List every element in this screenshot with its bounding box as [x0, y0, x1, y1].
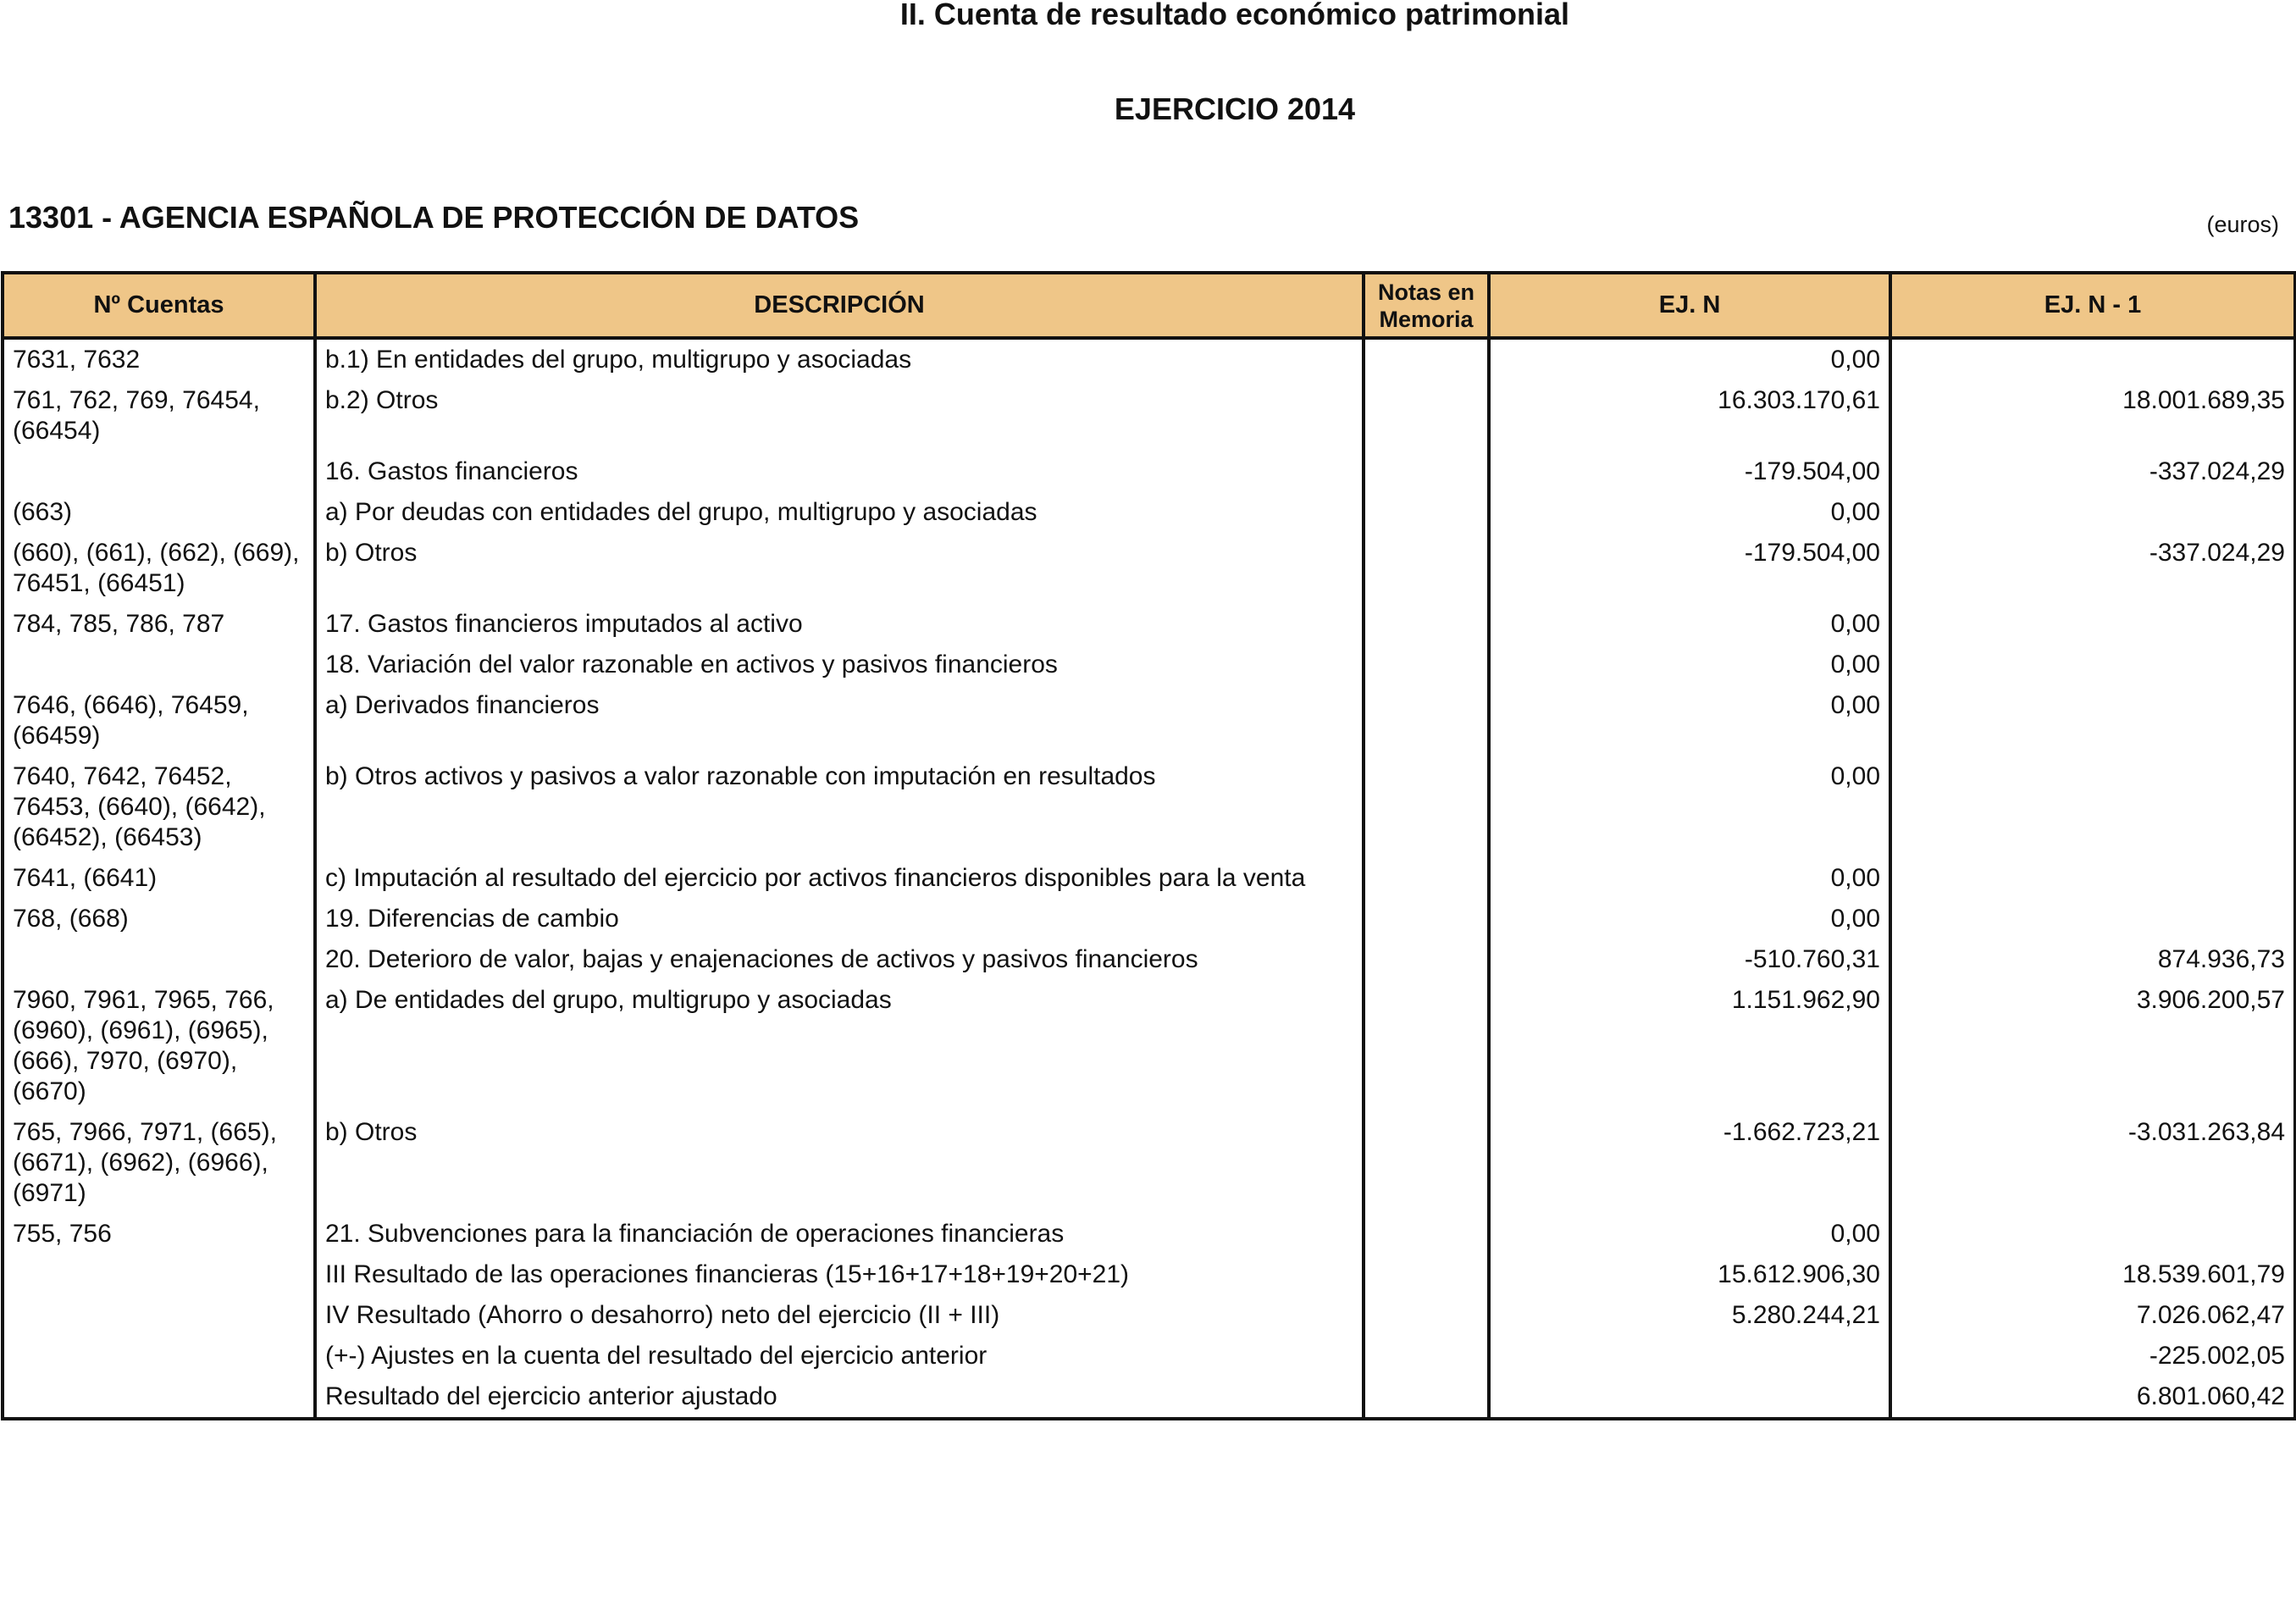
notes-cell: [1364, 1112, 1489, 1214]
notes-cell: [1364, 899, 1489, 939]
current-year-amount: 1.151.962,90: [1489, 980, 1890, 1112]
table-row: [3, 1376, 2295, 1419]
previous-year-amount: [1890, 858, 2295, 899]
description-cell: Resultado del ejercicio anterior ajustado: [315, 1376, 1364, 1419]
table-row: [3, 756, 2295, 858]
previous-year-amount: [1890, 1214, 2295, 1254]
description-cell: b) Otros: [315, 533, 1364, 604]
table-row: [3, 380, 2295, 451]
table-row: [3, 980, 2295, 1112]
accounts-cell: 761, 762, 769, 76454, (66454): [3, 380, 315, 451]
description-cell: 17. Gastos financieros imputados al activo: [315, 604, 1364, 645]
notes-cell: [1364, 604, 1489, 645]
notes-cell: [1364, 533, 1489, 604]
current-year-amount: 15.612.906,30: [1489, 1254, 1890, 1295]
table-header-row: [3, 273, 2295, 338]
current-year-amount: 0,00: [1489, 338, 1890, 380]
previous-year-amount: -3.031.263,84: [1890, 1112, 2295, 1214]
table-row: [3, 1112, 2295, 1214]
income-statement-table: [1, 271, 2296, 1420]
accounts-cell: 7641, (6641): [3, 858, 315, 899]
notes-cell: [1364, 338, 1489, 380]
previous-year-amount: -337.024,29: [1890, 533, 2295, 604]
current-year-amount: -510.760,31: [1489, 939, 1890, 980]
accounts-cell: 7646, (6646), 76459, (66459): [3, 685, 315, 756]
accounts-cell: (663): [3, 492, 315, 533]
description-cell: 16. Gastos financieros: [315, 451, 1364, 492]
description-cell: b.1) En entidades del grupo, multigrupo y asociadas: [315, 338, 1364, 380]
notes-cell: [1364, 451, 1489, 492]
description-cell: IV Resultado (Ahorro o desahorro) neto del ejercicio (II + III): [315, 1295, 1364, 1336]
current-year-amount: 0,00: [1489, 645, 1890, 685]
table-row: [3, 533, 2295, 604]
table-row: [3, 645, 2295, 685]
current-year-amount: 0,00: [1489, 492, 1890, 533]
accounts-cell: (660), (661), (662), (669), 76451, (66451): [3, 533, 315, 604]
current-year-amount: -179.504,00: [1489, 451, 1890, 492]
description-cell: 20. Deterioro de valor, bajas y enajenaciones de activos y pasivos financieros: [315, 939, 1364, 980]
description-cell: 18. Variación del valor razonable en activos y pasivos financieros: [315, 645, 1364, 685]
notes-cell: [1364, 1254, 1489, 1295]
description-cell: a) De entidades del grupo, multigrupo y asociadas: [315, 980, 1364, 1112]
previous-year-amount: [1890, 685, 2295, 756]
current-year-amount: 5.280.244,21: [1489, 1295, 1890, 1336]
col-header-accounts: Nº Cuentas: [3, 273, 315, 338]
table-row: [3, 604, 2295, 645]
previous-year-amount: 3.906.200,57: [1890, 980, 2295, 1112]
table-row: [3, 1214, 2295, 1254]
description-cell: a) Por deudas con entidades del grupo, multigrupo y asociadas: [315, 492, 1364, 533]
previous-year-amount: 6.801.060,42: [1890, 1376, 2295, 1419]
accounts-cell: 7640, 7642, 76452, 76453, (6640), (6642), (66452), (66453): [3, 756, 315, 858]
previous-year-amount: 18.539.601,79: [1890, 1254, 2295, 1295]
notes-cell: [1364, 1295, 1489, 1336]
notes-cell: [1364, 645, 1489, 685]
accounts-cell: [3, 1295, 315, 1336]
table-body: [3, 338, 2295, 1419]
accounts-cell: 784, 785, 786, 787: [3, 604, 315, 645]
table-row: [3, 858, 2295, 899]
current-year-amount: 0,00: [1489, 685, 1890, 756]
accounts-cell: 7631, 7632: [3, 338, 315, 380]
accounts-cell: [3, 645, 315, 685]
previous-year-amount: 18.001.689,35: [1890, 380, 2295, 451]
table-row: [3, 899, 2295, 939]
previous-year-amount: [1890, 756, 2295, 858]
current-year-amount: 0,00: [1489, 899, 1890, 939]
current-year-amount: -179.504,00: [1489, 533, 1890, 604]
current-year-amount: [1489, 1376, 1890, 1419]
col-header-description: DESCRIPCIÓN: [315, 273, 1364, 338]
previous-year-amount: [1890, 492, 2295, 533]
previous-year-amount: 874.936,73: [1890, 939, 2295, 980]
table-row: [3, 451, 2295, 492]
table-row: [3, 338, 2295, 380]
accounts-cell: [3, 451, 315, 492]
previous-year-amount: -337.024,29: [1890, 451, 2295, 492]
notes-cell: [1364, 939, 1489, 980]
accounts-cell: [3, 1376, 315, 1419]
notes-cell: [1364, 685, 1489, 756]
description-cell: b) Otros activos y pasivos a valor razonable con imputación en resultados: [315, 756, 1364, 858]
description-cell: b) Otros: [315, 1112, 1364, 1214]
table-row: [3, 939, 2295, 980]
fiscal-year: EJERCICIO 2014: [1114, 91, 1356, 126]
table-row: [3, 1254, 2295, 1295]
report-title: II. Cuenta de resultado económico patrimonial: [899, 0, 1570, 31]
description-cell: 19. Diferencias de cambio: [315, 899, 1364, 939]
notes-cell: [1364, 1336, 1489, 1376]
notes-cell: [1364, 756, 1489, 858]
previous-year-amount: [1890, 604, 2295, 645]
description-cell: c) Imputación al resultado del ejercicio por activos financieros disponibles para la venta: [315, 858, 1364, 899]
notes-cell: [1364, 1376, 1489, 1419]
table-row: [3, 685, 2295, 756]
description-cell: a) Derivados financieros: [315, 685, 1364, 756]
current-year-amount: 0,00: [1489, 858, 1890, 899]
accounts-cell: 7960, 7961, 7965, 766, (6960), (6961), (6965), (666), 7970, (6970), (6670): [3, 980, 315, 1112]
current-year-amount: 0,00: [1489, 604, 1890, 645]
accounts-cell: 755, 756: [3, 1214, 315, 1254]
previous-year-amount: -225.002,05: [1890, 1336, 2295, 1376]
previous-year-amount: [1890, 645, 2295, 685]
previous-year-amount: [1890, 338, 2295, 380]
accounts-cell: [3, 1254, 315, 1295]
accounts-cell: [3, 1336, 315, 1376]
notes-cell: [1364, 380, 1489, 451]
description-cell: III Resultado de las operaciones financieras (15+16+17+18+19+20+21): [315, 1254, 1364, 1295]
accounts-cell: 768, (668): [3, 899, 315, 939]
notes-cell: [1364, 1214, 1489, 1254]
col-header-previous-year: EJ. N - 1: [1890, 273, 2295, 338]
col-header-notes: Notas en Memoria: [1364, 273, 1489, 338]
col-header-current-year: EJ. N: [1489, 273, 1890, 338]
accounts-cell: [3, 939, 315, 980]
notes-cell: [1364, 492, 1489, 533]
notes-cell: [1364, 980, 1489, 1112]
currency-units: (euros): [2206, 212, 2279, 237]
previous-year-amount: 7.026.062,47: [1890, 1295, 2295, 1336]
accounts-cell: 765, 7966, 7971, (665), (6671), (6962), (6966), (6971): [3, 1112, 315, 1214]
current-year-amount: -1.662.723,21: [1489, 1112, 1890, 1214]
previous-year-amount: [1890, 899, 2295, 939]
current-year-amount: 0,00: [1489, 1214, 1890, 1254]
description-cell: (+-) Ajustes en la cuenta del resultado del ejercicio anterior: [315, 1336, 1364, 1376]
notes-cell: [1364, 858, 1489, 899]
current-year-amount: 16.303.170,61: [1489, 380, 1890, 451]
description-cell: 21. Subvenciones para la financiación de operaciones financieras: [315, 1214, 1364, 1254]
table-row: [3, 1336, 2295, 1376]
current-year-amount: [1489, 1336, 1890, 1376]
current-year-amount: 0,00: [1489, 756, 1890, 858]
description-cell: b.2) Otros: [315, 380, 1364, 451]
table-row: [3, 1295, 2295, 1336]
table-row: [3, 492, 2295, 533]
entity-name: 13301 - AGENCIA ESPAÑOLA DE PROTECCIÓN DE DATOS: [8, 200, 860, 235]
